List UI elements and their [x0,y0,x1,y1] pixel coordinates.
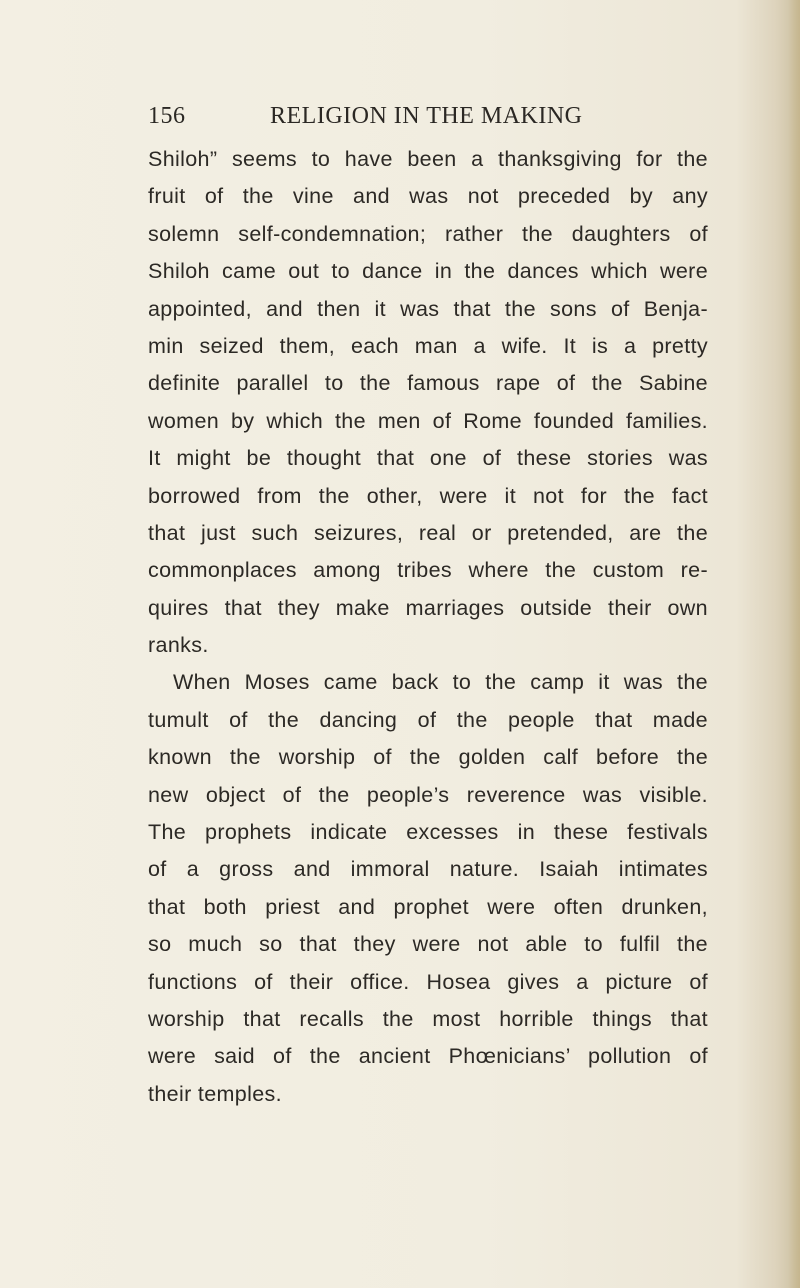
paragraph-1 [148,141,708,664]
text-line: fruit of the vine and was not preceded by any [148,184,708,209]
text-line: that just such seizures, real or pretended, are the [148,520,708,545]
text-line: new object of the people’s reverence was visible. [148,782,708,807]
page-header [148,103,708,137]
text-line: quires that they make marriages outside their own [148,595,708,620]
text-line: that both priest and prophet were often drunken, [148,894,708,919]
text-line: tumult of the dancing of the people that made [148,707,708,732]
text-line: appointed, and then it was that the sons of Benja- [148,296,708,321]
page-edge-shadow [788,0,800,1288]
text-line: Shiloh” seems to have been a thanksgiving for the [148,147,708,171]
text-line: When Moses came back to the camp it was the [173,670,708,695]
text-line: functions of their office. Hosea gives a picture of [148,969,708,994]
text-line: known the worship of the golden calf before the [148,745,708,770]
text-line: women by which the men of Rome founded families. [148,408,708,433]
text-line: so much so that they were not able to fulfil the [148,932,708,957]
text-line: min seized them, each man a wife. It is a pretty [148,333,708,358]
text-line: definite parallel to the famous rape of the Sabine [148,371,708,396]
text-line: The prophets indicate excesses in these festivals [148,820,708,845]
text-line: their temples. [148,1081,282,1106]
text-line: Shiloh came out to dance in the dances which were [148,259,708,284]
text-line: of a gross and immoral nature. Isaiah intimates [148,857,708,882]
paragraph-2 [148,664,708,1113]
text-line: ranks. [148,633,209,658]
text-line: commonplaces among tribes where the custom re- [148,558,708,583]
running-head: RELIGION IN THE MAKING [270,103,583,129]
text-line: borrowed from the other, were it not for the fact [148,483,708,508]
page-number: 156 [148,103,186,129]
text-line: were said of the ancient Phœnicians’ pollution of [148,1044,708,1069]
text-line: solemn self-condemnation; rather the daughters of [148,221,708,246]
text-line: worship that recalls the most horrible things that [148,1006,708,1031]
body-text [148,141,708,1113]
text-line: It might be thought that one of these stories was [148,446,708,471]
